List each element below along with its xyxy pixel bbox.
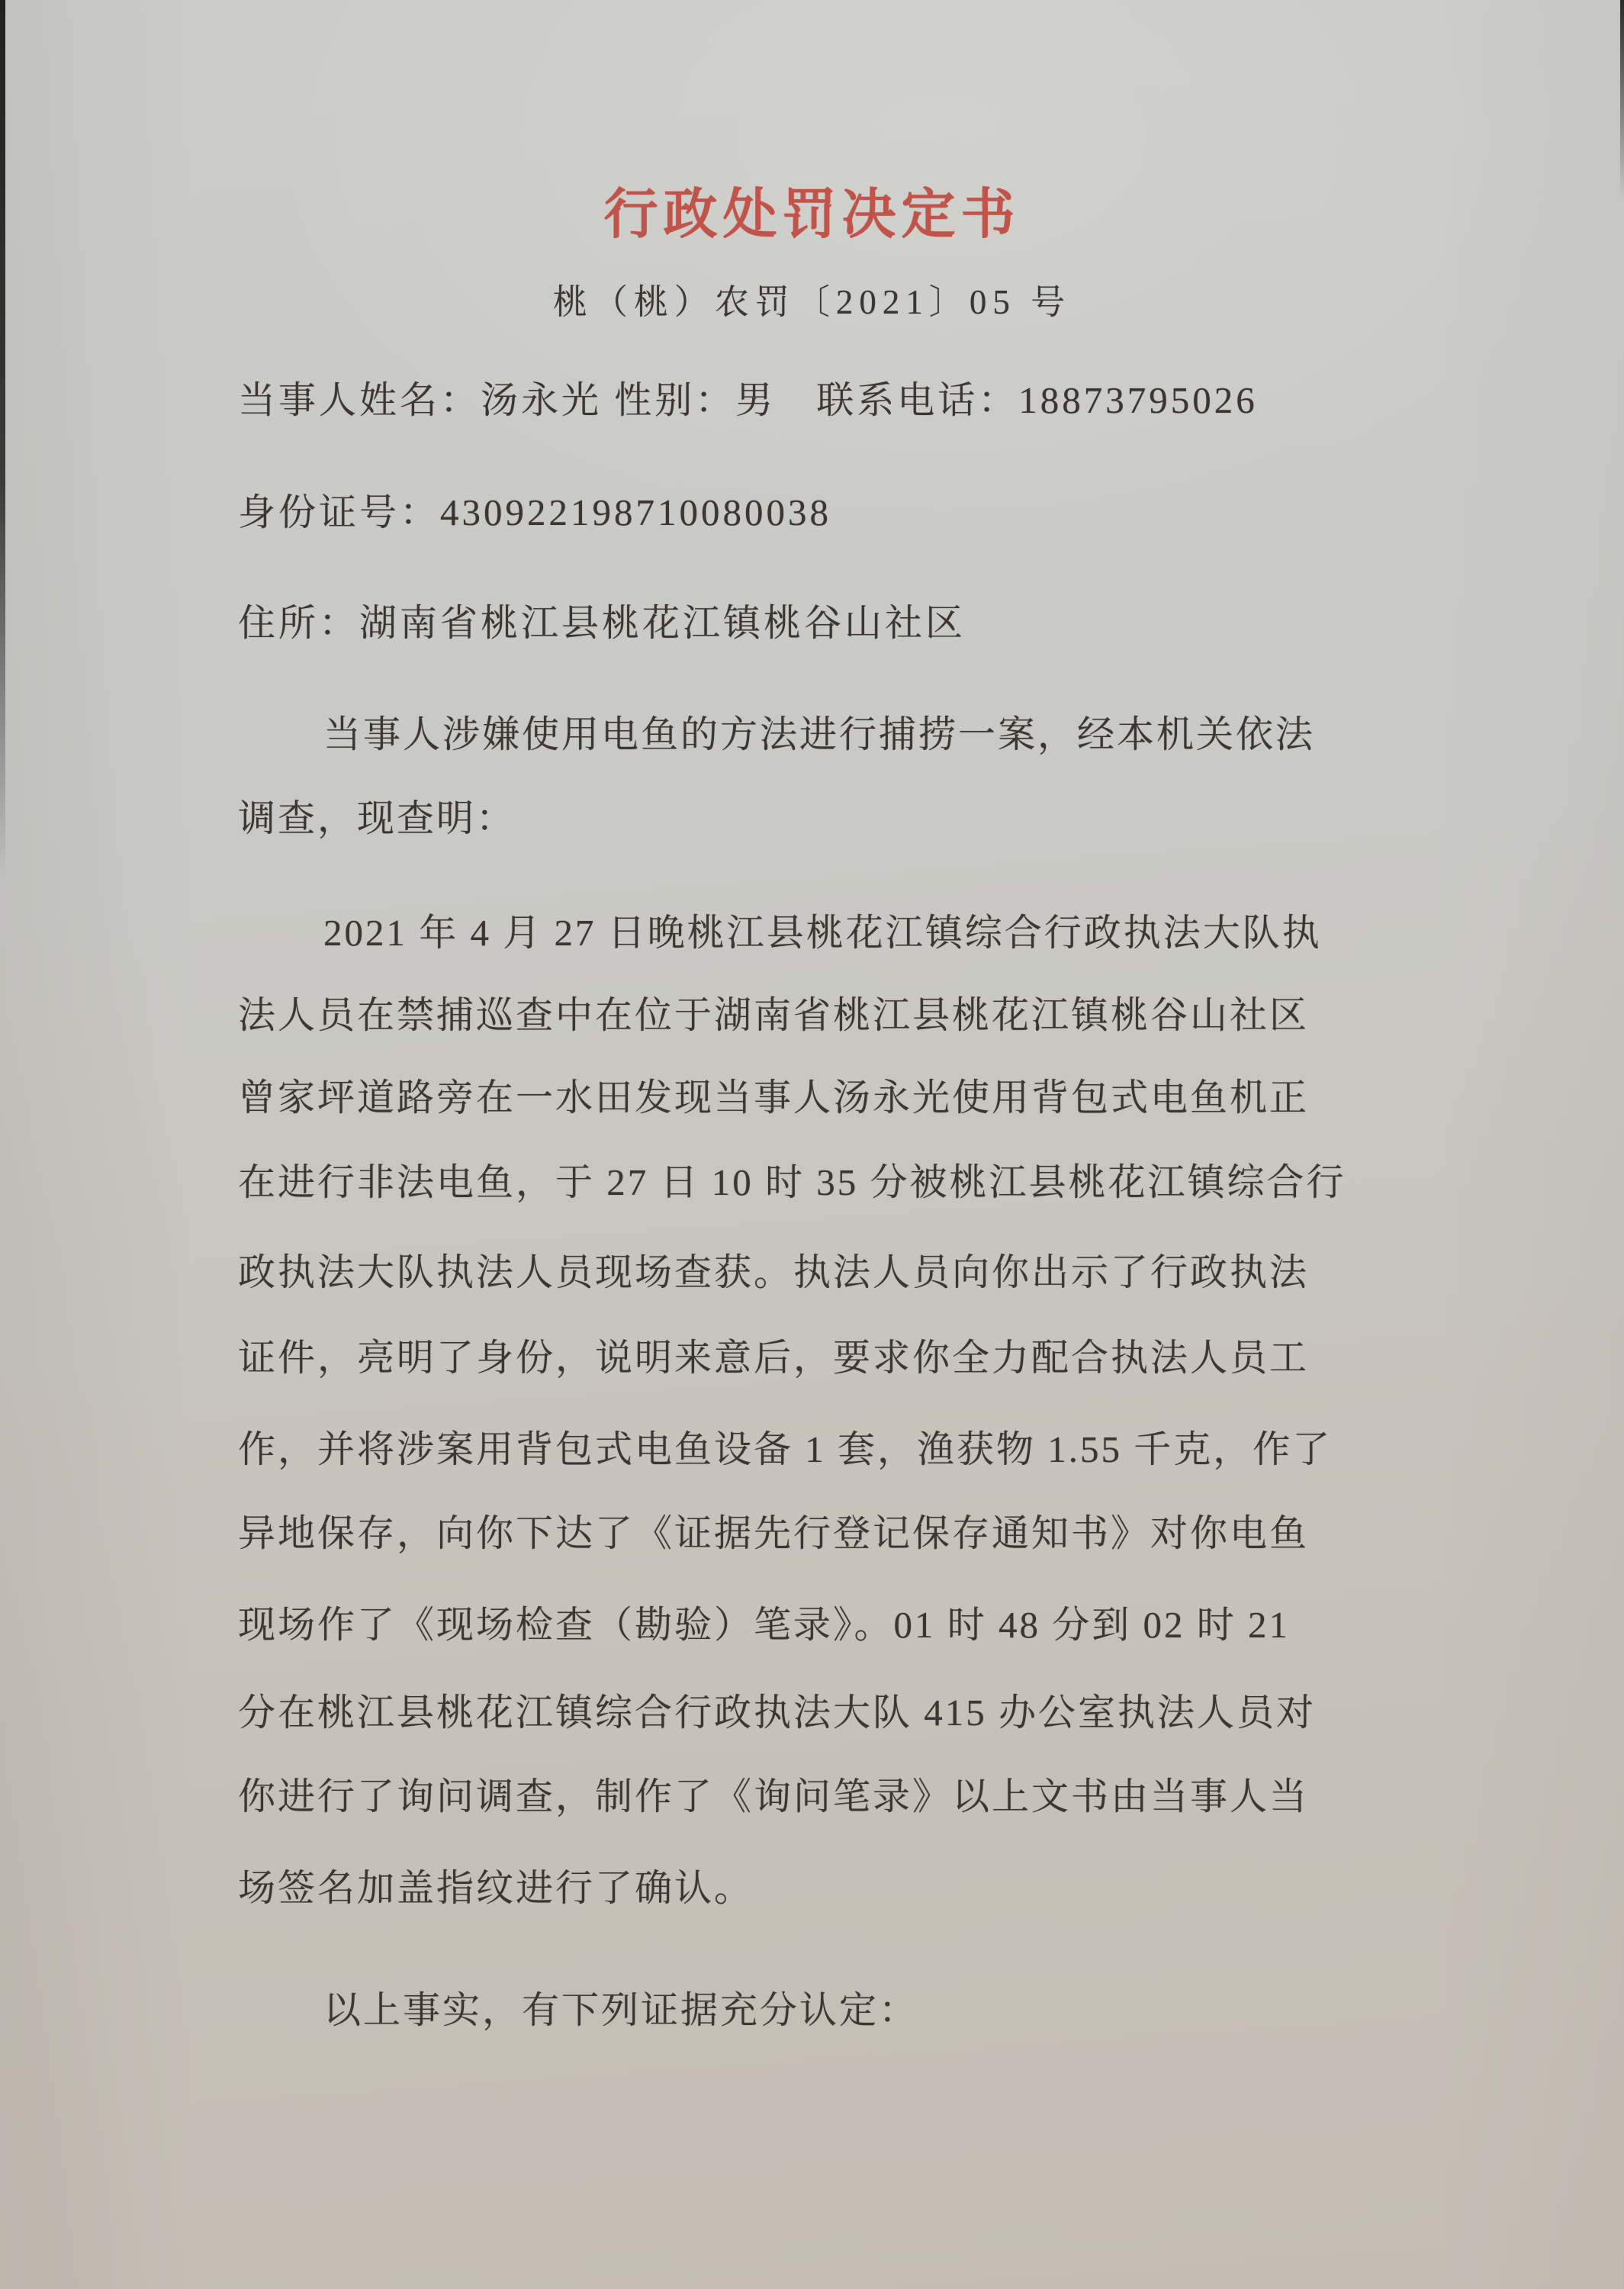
body-line: 你进行了询问调查，制作了《询问笔录》以上文书由当事人当 <box>238 1776 1310 1817</box>
photo-edge-left-shadow <box>0 0 5 877</box>
body-line: 现场作了《现场检查（勘验）笔录》。01 时 48 分到 02 时 21 <box>238 1604 1291 1646</box>
body-line: 在进行非法电鱼，于 27 日 10 时 35 分被桃江县桃花江镇综合行 <box>238 1161 1346 1203</box>
closing-line: 以上事实，有下列证据充分认定： <box>323 1989 919 2031</box>
body-line: 异地保存，向你下达了《证据先行登记保存通知书》对你电鱼 <box>238 1512 1310 1554</box>
body-line: 作，并将涉案用背包式电鱼设备 1 套，渔获物 1.55 千克，作了 <box>238 1428 1333 1470</box>
body-line: 分在桃江县桃花江镇综合行政执法大队 415 办公室执法人员对 <box>238 1692 1317 1734</box>
intro-line: 当事人涉嫌使用电鱼的方法进行捕捞一案，经本机关依法 <box>323 713 1316 755</box>
id-number-line: 身份证号：430922198710080038 <box>238 491 832 533</box>
photo-edge-right-top-shadow <box>1620 0 1624 198</box>
body-line: 曾家坪道路旁在一水田发现当事人汤永光使用背包式电鱼机正 <box>238 1077 1310 1119</box>
body-line: 场签名加盖指纹进行了确认。 <box>238 1867 754 1909</box>
intro-line: 调查，现查明： <box>238 797 516 839</box>
document-number: 桃（桃）农罚〔2021〕05 号 <box>552 283 1072 321</box>
address-line: 住所：湖南省桃江县桃花江镇桃谷山社区 <box>238 602 966 644</box>
party-name-line: 当事人姓名：汤永光 性别：男 联系电话：18873795026 <box>238 379 1258 421</box>
body-line: 2021 年 4 月 27 日晚桃江县桃花江镇综合行政执法大队执 <box>323 912 1322 954</box>
body-line: 法人员在禁捕巡查中在位于湖南省桃江县桃花江镇桃谷山社区 <box>238 994 1310 1036</box>
body-line: 政执法大队执法人员现场查获。执法人员向你出示了行政执法 <box>238 1251 1310 1293</box>
body-line: 证件，亮明了身份，说明来意后，要求你全力配合执法人员工 <box>238 1337 1310 1379</box>
document-title: 行政处罚决定书 <box>603 185 1021 245</box>
